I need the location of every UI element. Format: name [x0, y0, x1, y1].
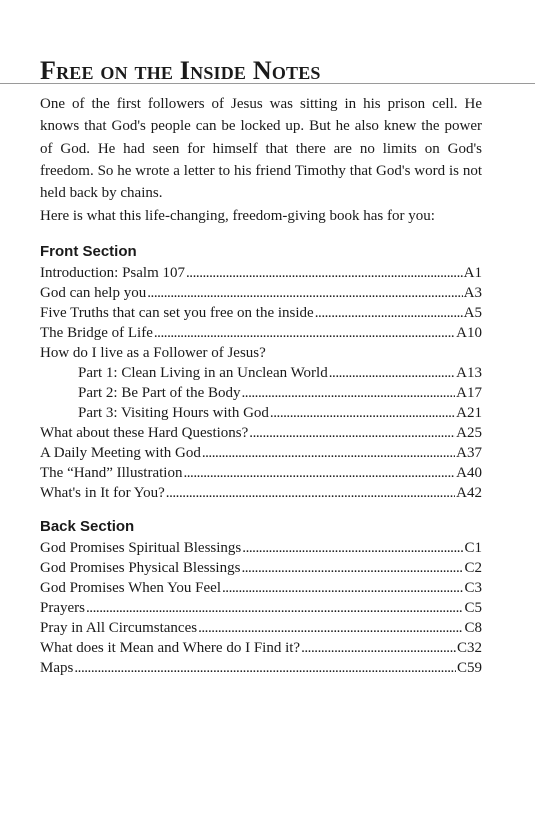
toc-entry-page: A5 — [463, 305, 482, 321]
toc-entry-page: C8 — [464, 620, 482, 636]
toc-entry-title: God Promises Physical Blessings — [40, 560, 241, 576]
dot-leader — [147, 283, 462, 303]
dot-leader — [186, 263, 463, 283]
front-section-title: Front Section — [40, 243, 137, 260]
toc-entry — [40, 303, 482, 323]
toc-entry — [40, 343, 482, 363]
toc-entry — [40, 658, 482, 678]
toc-entry-title: Pray in All Circumstances — [40, 620, 198, 636]
toc-entry — [40, 323, 482, 343]
dot-leader — [86, 598, 463, 618]
back-section-title: Back Section — [40, 518, 135, 535]
lead-sentence: Here is what this life-changing, freedom-giving book has for you: — [40, 208, 435, 224]
toc-entry-title: The “Hand” Illustration — [40, 465, 183, 481]
toc-entry — [40, 558, 482, 578]
dot-leader — [154, 323, 455, 343]
toc-entry — [40, 443, 482, 463]
dot-leader — [329, 363, 455, 383]
dot-leader — [74, 658, 456, 678]
dot-leader — [241, 558, 463, 578]
toc-entry-page: A25 — [456, 425, 482, 441]
toc-entry-title: God Promises When You Feel — [40, 580, 221, 596]
toc-entry-title: Part 2: Be Part of the Body — [78, 385, 241, 401]
toc-entry — [40, 578, 482, 598]
back-section-toc — [40, 538, 482, 678]
toc-entry — [40, 263, 482, 283]
toc-entry-title: How do I live as a Follower of Jesus? — [40, 345, 266, 361]
dot-leader — [249, 423, 455, 443]
toc-entry-title: God Promises Spiritual Blessings — [40, 540, 242, 556]
toc-entry — [40, 638, 482, 658]
front-section-toc — [40, 263, 482, 503]
dot-leader — [222, 578, 464, 598]
toc-entry-page: A40 — [456, 465, 482, 481]
toc-entry-title: What does it Mean and Where do I Find it? — [40, 640, 301, 656]
toc-entry-page: A17 — [456, 385, 482, 401]
dot-leader — [241, 383, 455, 403]
toc-entry — [40, 538, 482, 558]
toc-entry — [40, 618, 482, 638]
dot-leader — [202, 443, 455, 463]
toc-entry-title: Five Truths that can set you free on the inside — [40, 305, 314, 321]
toc-entry — [40, 403, 482, 423]
toc-entry-page: A21 — [456, 405, 482, 421]
title-rule — [0, 83, 535, 84]
intro-paragraph: One of the first followers of Jesus was sitting in his prison cell. He knows that God's people can be locked up. But he also knew the power of God. He had seen for himself that there are no limits on God's freedom. So he wrote a letter to his friend Timothy that God's word is not held back by chains. — [40, 96, 482, 202]
toc-entry-page: A42 — [456, 485, 482, 501]
toc-entry — [40, 283, 482, 303]
dot-leader — [270, 403, 455, 423]
toc-entry-title: Maps — [40, 660, 74, 676]
toc-entry — [40, 598, 482, 618]
dot-leader — [183, 463, 455, 483]
toc-entry-title: A Daily Meeting with God — [40, 445, 201, 461]
dot-leader — [315, 303, 463, 323]
toc-entry-title: The Bridge of Life — [40, 325, 153, 341]
toc-entry-title: Prayers — [40, 600, 85, 616]
toc-entry — [40, 463, 482, 483]
toc-entry — [40, 363, 482, 383]
toc-entry — [40, 423, 482, 443]
toc-entry-page: A1 — [463, 265, 482, 281]
toc-entry-title: Part 1: Clean Living in an Unclean World — [78, 365, 328, 381]
toc-entry-page: A10 — [456, 325, 482, 341]
toc-entry-title: Part 3: Visiting Hours with God — [78, 405, 269, 421]
toc-entry-page: C1 — [464, 540, 482, 556]
toc-entry-title: God can help you — [40, 285, 147, 301]
toc-entry — [40, 383, 482, 403]
toc-entry-page: A13 — [456, 365, 482, 381]
dot-leader — [301, 638, 456, 658]
dot-leader — [166, 483, 455, 503]
dot-leader — [242, 538, 463, 558]
page-title: Free on the Inside Notes — [40, 56, 321, 85]
toc-entry-page: C59 — [456, 660, 482, 676]
toc-entry-page: C3 — [464, 580, 482, 596]
toc-entry-page: A37 — [456, 445, 482, 461]
dot-leader — [198, 618, 463, 638]
toc-entry-page: C5 — [464, 600, 482, 616]
toc-entry-title: Introduction: Psalm 107 — [40, 265, 185, 281]
toc-entry-page: C2 — [464, 560, 482, 576]
toc-entry — [40, 483, 482, 503]
toc-entry-page: A3 — [463, 285, 482, 301]
toc-entry-title: What's in It for You? — [40, 485, 165, 501]
toc-entry-title: What about these Hard Questions? — [40, 425, 249, 441]
toc-entry-page: C32 — [456, 640, 482, 656]
